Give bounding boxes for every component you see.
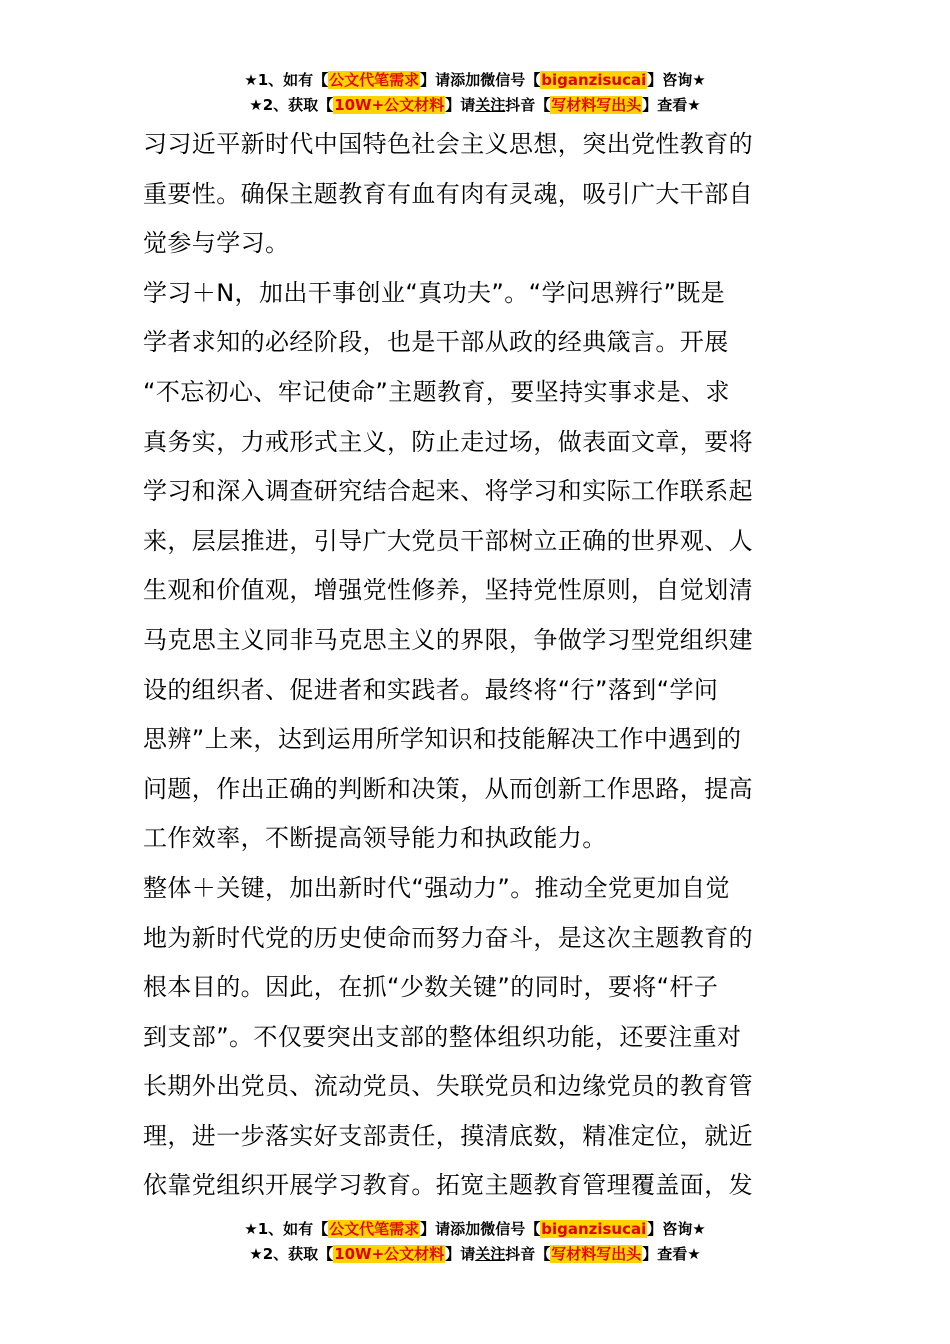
banner-text: 微信号【 (480, 71, 541, 89)
banner-text: 】请 (445, 96, 476, 114)
banner-text: ★2、获取【 (249, 1245, 334, 1263)
banner-text: 抖音【 (505, 1245, 551, 1263)
highlight-service: 公文代笔需求 (329, 71, 420, 89)
body-line: 根本目的。因此，在抓“少数关键”的同时，要将“杆子 (143, 973, 719, 1002)
highlight-wechat-id: biganzisucai (541, 1220, 647, 1238)
banner-text: 】请添 (420, 71, 466, 89)
highlight-douyin-account: 写材料写出头 (551, 1245, 642, 1263)
body-line: 学习和深入调查研究结合起来、将学习和实际工作联系起 (143, 477, 753, 506)
banner-text: ★1、如有【 (244, 1220, 329, 1238)
banner-text: 】咨询★ (647, 1220, 706, 1238)
body-line: 设的组织者、促进者和实践者。最终将“行”落到“学问 (143, 675, 719, 704)
highlight-douyin-account: 写材料写出头 (551, 96, 642, 114)
banner-text: ★1、如有【 (244, 71, 329, 89)
banner-line-2 (0, 94, 950, 119)
body-line: 学者求知的必经阶段，也是干部从政的经典箴言。开展 (143, 328, 729, 357)
highlight-materials: 10W+公文材料 (334, 96, 445, 114)
banner-text: 】请添 (420, 1220, 466, 1238)
body-line: 马克思主义同非马克思主义的界限，争做学习型党组织建 (143, 625, 753, 654)
body-line: 学习＋N，加出干事创业“真功夫”。“学问思辨行”既是 (143, 278, 726, 307)
body-line: 重要性。确保主题教育有血有肉有灵魂，吸引广大干部自 (143, 179, 753, 208)
banner-underlined-text: 关注 (475, 1245, 506, 1263)
banner-text: 抖音【 (505, 96, 551, 114)
body-line: 习习近平新时代中国特色社会主义思想，突出党性教育的 (143, 130, 753, 158)
highlight-materials: 10W+公文材料 (334, 1245, 445, 1263)
body-line: 问题，作出正确的判断和决策，从而创新工作思路，提高 (143, 774, 753, 803)
footer-banner (0, 1218, 950, 1268)
banner-text: 】查看★ (642, 96, 701, 114)
body-line: 真务实，力戒形式主义，防止走过场，做表面文章，要将 (143, 427, 753, 456)
body-line: 理，进一步落实好支部责任，摸清底数，精准定位，就近 (143, 1121, 753, 1150)
body-line: 工作效率，不断提高领导能力和执政能力。 (143, 824, 607, 853)
banner-line-1 (0, 1218, 950, 1243)
document-body (143, 120, 813, 1211)
body-line: 长期外出党员、流动党员、失联党员和边缘党员的教育管 (143, 1072, 753, 1101)
body-line: 思辨”上来，达到运用所学知识和技能解决工作中遇到的 (143, 725, 742, 754)
body-line: 生观和价值观，增强党性修养，坚持党性原则，自觉划清 (143, 576, 753, 605)
banner-text: 加 (465, 71, 481, 89)
body-line: 依靠党组织开展学习教育。拓宽主题教育管理覆盖面，发 (143, 1171, 753, 1200)
body-line: 到支部”。不仅要突出支部的整体组织功能，还要注重对 (143, 1022, 742, 1051)
body-line: 觉参与学习。 (143, 229, 290, 258)
highlight-service: 公文代笔需求 (329, 1220, 420, 1238)
banner-text: 微信号【 (480, 1220, 541, 1238)
body-line: 来，层层推进，引导广大党员干部树立正确的世界观、人 (143, 526, 753, 555)
banner-line-2 (0, 1243, 950, 1268)
banner-text: ★2、获取【 (249, 96, 334, 114)
body-line: 整体＋关键，加出新时代“强动力”。推动全党更加自觉 (143, 873, 730, 902)
banner-text: 】查看★ (642, 1245, 701, 1263)
body-line: 地为新时代党的历史使命而努力奋斗，是这次主题教育的 (143, 923, 753, 952)
banner-text: 】咨询★ (647, 71, 706, 89)
banner-underlined-text: 关注 (475, 96, 506, 114)
highlight-wechat-id: biganzisucai (541, 71, 647, 89)
banner-text: 】请 (445, 1245, 476, 1263)
header-banner (0, 69, 950, 119)
body-line: “不忘初心、牢记使命”主题教育，要坚持实事求是、求 (143, 377, 730, 406)
banner-line-1 (0, 69, 950, 94)
banner-text: 加 (465, 1220, 481, 1238)
